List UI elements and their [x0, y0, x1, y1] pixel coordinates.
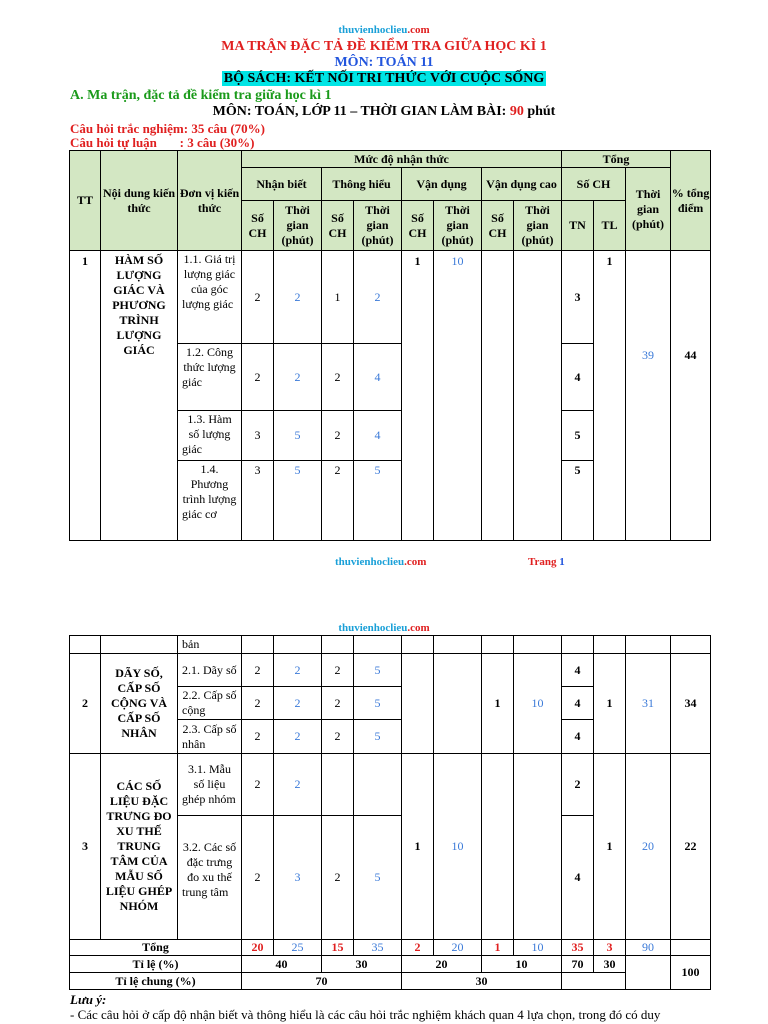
- totals-label: Tổng: [70, 940, 242, 956]
- mcq-line: Câu hỏi trắc nghiệm: 35 câu (70%): [70, 121, 265, 136]
- cell: 5: [354, 816, 402, 940]
- cell: 2: [242, 687, 274, 720]
- topic2-vdc: 1: [482, 654, 514, 754]
- unit-2-2: 2.2. Cấp số cộng: [178, 687, 242, 720]
- cell: 10: [514, 940, 562, 956]
- cell-empty: [626, 956, 671, 990]
- cell: 2: [354, 251, 402, 344]
- cell-empty: [482, 251, 514, 541]
- cell: 10: [482, 956, 562, 973]
- topic2-vdct: 10: [514, 654, 562, 754]
- topic1-name: HÀM SỐ LƯỢNG GIÁC VÀ PHƯƠNG TRÌNH LƯỢNG GIÁC: [101, 251, 178, 541]
- cell-empty: [354, 754, 402, 816]
- topic3-tt: 3: [70, 754, 101, 940]
- cell: 20: [434, 940, 482, 956]
- cell: 2: [402, 940, 434, 956]
- ratio-all-label: Tỉ lệ chung (%): [70, 973, 242, 990]
- cell: 25: [274, 940, 322, 956]
- th-th-soch: Số CH: [322, 201, 354, 251]
- cell: 3: [274, 816, 322, 940]
- topic2-tt: 2: [70, 654, 101, 754]
- topic3-name: CÁC SỐ LIỆU ĐẶC TRƯNG ĐO XU THẾ TRUNG TÂM CỦA MẪU SỐ LIỆU GHÉP NHÓM: [101, 754, 178, 940]
- totals-row: [70, 940, 711, 956]
- cell-empty: [402, 636, 434, 654]
- notes-line1: - Các câu hỏi ở cấp độ nhận biết và thông hiểu là các câu hỏi trắc nghiệm khách quan 4 lựa chọn, trong đó có duy: [70, 1007, 661, 1022]
- unit-3-1: 3.1. Mẫu số liệu ghép nhóm: [178, 754, 242, 816]
- cell: 4: [354, 344, 402, 411]
- cell: 5: [354, 461, 402, 541]
- th-vdc-time: Thời gian (phút): [514, 201, 562, 251]
- cell: 2: [322, 461, 354, 541]
- cell-empty: [434, 636, 482, 654]
- doc-subject: MÔN: TOÁN 11: [334, 55, 434, 70]
- th-level: Mức độ nhận thức: [242, 151, 562, 168]
- ratio-total: 100: [671, 956, 711, 990]
- cell: 4: [562, 687, 594, 720]
- cell: 2: [242, 816, 274, 940]
- table-row: [70, 754, 711, 816]
- footer-page-label: Trang: [528, 556, 557, 568]
- cell: 2: [322, 344, 354, 411]
- cell: 20: [402, 956, 482, 973]
- cell: 1: [322, 251, 354, 344]
- topic3-vd: 1: [402, 754, 434, 940]
- th-vd-soch: Số CH: [402, 201, 434, 251]
- footer-site: [335, 556, 426, 568]
- th-total: Tổng: [562, 151, 671, 168]
- ratio-row: [70, 956, 711, 973]
- topic1-pct: 44: [671, 251, 711, 541]
- cell-empty: [434, 654, 482, 754]
- th-content: Nội dung kiến thức: [101, 151, 178, 251]
- th-tn: TN: [562, 201, 594, 251]
- topic3-tl: 1: [594, 754, 626, 940]
- site-watermark-page2: [0, 622, 768, 634]
- cell: 4: [562, 816, 594, 940]
- cell-empty: [482, 636, 514, 654]
- topic2-name: DÃY SỐ, CẤP SỐ CỘNG VÀ CẤP SỐ NHÂN: [101, 654, 178, 754]
- cell: 30: [594, 956, 626, 973]
- site-watermark-top: [0, 24, 768, 36]
- doc-title: MA TRẬN ĐẶC TẢ ĐỀ KIỂM TRA GIỮA HỌC KÌ 1: [221, 39, 547, 54]
- cell: 5: [354, 687, 402, 720]
- cell: 2: [274, 251, 322, 344]
- th-nb-time: Thời gian (phút): [274, 201, 322, 251]
- th-pct: % tổng điểm: [671, 151, 711, 251]
- cell: 35: [562, 940, 594, 956]
- cell-empty: [514, 636, 562, 654]
- cell-empty: [562, 973, 626, 990]
- ratio-label: Tỉ lệ (%): [70, 956, 242, 973]
- section-a-heading: A. Ma trận, đặc tả đề kiểm tra giữa học kì 1: [70, 88, 332, 103]
- th-time-total: Thời gian (phút): [626, 168, 671, 251]
- cell: 5: [274, 411, 322, 461]
- cell: 2: [274, 754, 322, 816]
- cell: 2: [562, 754, 594, 816]
- site-tld: .com: [407, 24, 430, 36]
- cell: 5: [354, 654, 402, 687]
- footer-page-num: 1: [559, 556, 565, 568]
- unit-1-1: 1.1. Giá trị lượng giác của góc lượng giác: [178, 251, 242, 344]
- cell: 2: [242, 344, 274, 411]
- cell: 3: [562, 251, 594, 344]
- cell-empty: [101, 636, 178, 654]
- footer-site-name: thuvienhoclieu: [335, 556, 405, 568]
- table-row: [70, 251, 711, 344]
- essay-line: Câu hỏi tự luận : 3 câu (30%): [70, 135, 255, 150]
- exam-minutes: 90: [509, 104, 524, 119]
- exam-line: [0, 104, 768, 120]
- topic2-time: 31: [626, 654, 671, 754]
- cell: 20: [242, 940, 274, 956]
- cell: 2: [274, 687, 322, 720]
- cell: 40: [242, 956, 322, 973]
- cell-empty: [671, 940, 711, 956]
- cell-empty: [274, 636, 322, 654]
- cell: 2: [274, 654, 322, 687]
- cell: 4: [562, 344, 594, 411]
- cell: 2: [322, 411, 354, 461]
- unit-3-2: 3.2. Các số đặc trưng đo xu thế trung tâm: [178, 816, 242, 940]
- unit-1-4-cont: bản: [178, 636, 242, 654]
- topic1-tt: 1: [70, 251, 101, 541]
- th-unit: Đơn vị kiến thức: [178, 151, 242, 251]
- th-vdc-soch: Số CH: [482, 201, 514, 251]
- cell: 5: [562, 411, 594, 461]
- cell-empty: [562, 636, 594, 654]
- cell-empty: [402, 654, 434, 754]
- matrix-table-page2: [69, 635, 711, 990]
- topic3-vdt: 10: [434, 754, 482, 940]
- cell-empty: [354, 636, 402, 654]
- topic2-tl: 1: [594, 654, 626, 754]
- cell: 3: [242, 461, 274, 541]
- topic3-time: 20: [626, 754, 671, 940]
- cell: 2: [242, 251, 274, 344]
- topic1-time: 39: [626, 251, 671, 541]
- cell-empty: [322, 754, 354, 816]
- cell: 2: [322, 654, 354, 687]
- topic2-pct: 34: [671, 654, 711, 754]
- cell-empty: [514, 754, 562, 940]
- th-nb-soch: Số CH: [242, 201, 274, 251]
- cell: 2: [242, 720, 274, 754]
- th-th-time: Thời gian (phút): [354, 201, 402, 251]
- site-tld: .com: [407, 622, 430, 634]
- topic1-vd: 1: [402, 251, 434, 541]
- cell: 4: [562, 720, 594, 754]
- topic1-tl: 1: [594, 251, 626, 541]
- cell-empty: [671, 636, 711, 654]
- cell: 15: [322, 940, 354, 956]
- unit-1-2: 1.2. Công thức lượng giác: [178, 344, 242, 411]
- matrix-table-page1: [69, 150, 711, 541]
- cell: 2: [274, 344, 322, 411]
- cell-empty: [594, 636, 626, 654]
- footer-site-tld: .com: [404, 556, 427, 568]
- cell: 2: [322, 687, 354, 720]
- cell: 5: [354, 720, 402, 754]
- exam-line-prefix: MÔN: TOÁN, LỚP 11 – THỜI GIAN LÀM BÀI:: [212, 104, 507, 119]
- cell: 70: [562, 956, 594, 973]
- topic3-pct: 22: [671, 754, 711, 940]
- unit-2-1: 2.1. Dãy số: [178, 654, 242, 687]
- cell: 1: [482, 940, 514, 956]
- cell: 5: [562, 461, 594, 541]
- cell: 90: [626, 940, 671, 956]
- cell: 5: [274, 461, 322, 541]
- footer-page: [528, 556, 565, 568]
- exam-unit: phút: [527, 104, 556, 119]
- cell-empty: [514, 251, 562, 541]
- cell: 70: [242, 973, 402, 990]
- th-vd-time: Thời gian (phút): [434, 201, 482, 251]
- cell-empty: [242, 636, 274, 654]
- cell: 2: [242, 754, 274, 816]
- cell: 2: [322, 816, 354, 940]
- site-name: thuvienhoclieu: [338, 24, 408, 36]
- cell: 35: [354, 940, 402, 956]
- th-tt: TT: [70, 151, 101, 251]
- th-tl: TL: [594, 201, 626, 251]
- unit-2-3: 2.3. Cấp số nhân: [178, 720, 242, 754]
- cell: 4: [354, 411, 402, 461]
- cell: 2: [242, 654, 274, 687]
- site-name: thuvienhoclieu: [338, 622, 408, 634]
- book-highlight: BỘ SÁCH: KẾT NỐI TRI THỨC VỚI CUỘC SỐNG: [223, 71, 545, 86]
- cell-empty: [626, 636, 671, 654]
- cell: 3: [594, 940, 626, 956]
- topic1-vdt: 10: [434, 251, 482, 541]
- unit-1-3: 1.3. Hàm số lượng giác: [178, 411, 242, 461]
- cell-empty: [322, 636, 354, 654]
- cell: 30: [402, 973, 562, 990]
- ratio-all-row: [70, 973, 711, 990]
- cell: 3: [242, 411, 274, 461]
- table-row: [70, 654, 711, 687]
- th-vdc: Vận dụng cao: [482, 168, 562, 201]
- unit-1-4: 1.4. Phương trình lượng giác cơ: [178, 461, 242, 541]
- th-vd: Vận dụng: [402, 168, 482, 201]
- th-nb: Nhận biết: [242, 168, 322, 201]
- cell: 2: [274, 720, 322, 754]
- cell: 4: [562, 654, 594, 687]
- th-th: Thông hiểu: [322, 168, 402, 201]
- doc-book: [0, 71, 768, 87]
- cell: 2: [322, 720, 354, 754]
- notes-title: Lưu ý:: [70, 992, 107, 1007]
- cell-empty: [482, 754, 514, 940]
- cell: 30: [322, 956, 402, 973]
- table-row: [70, 636, 711, 654]
- cell-empty: [70, 636, 101, 654]
- th-soch: Số CH: [562, 168, 626, 201]
